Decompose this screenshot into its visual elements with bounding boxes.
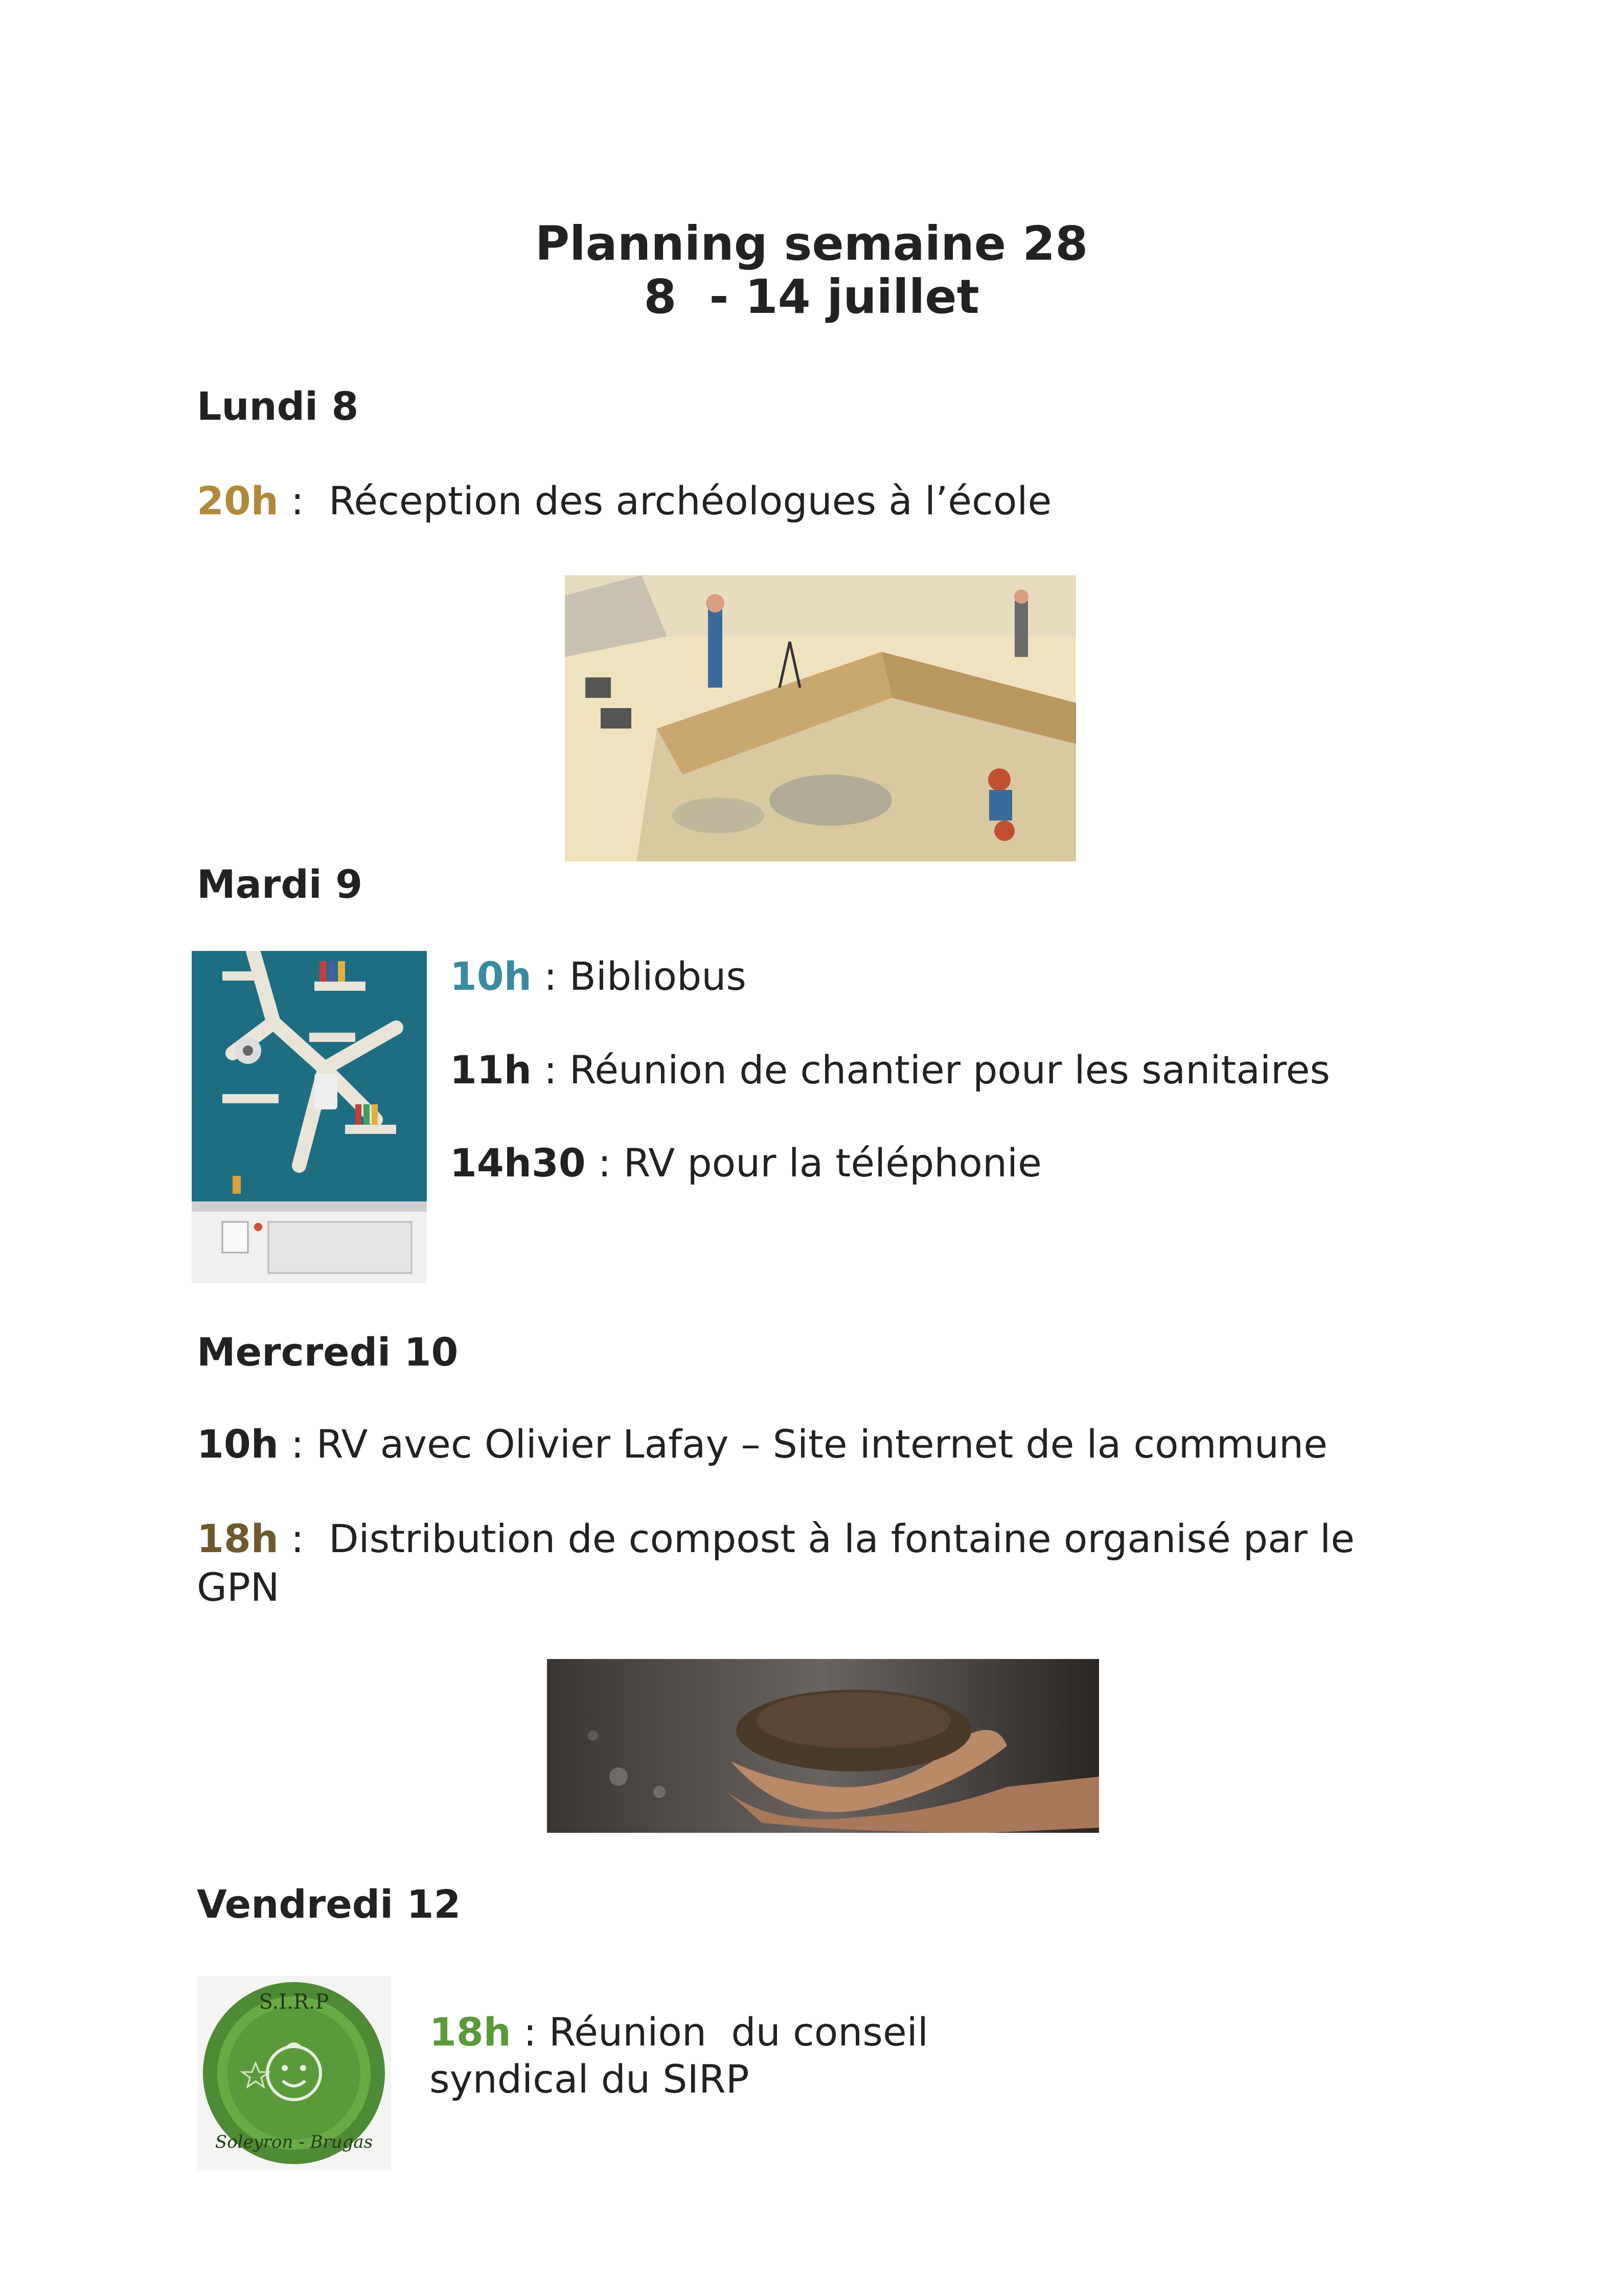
- event-time: 10h: [450, 953, 532, 999]
- event-separator: :: [531, 953, 569, 999]
- event-mercredi-18h-continued: GPN: [197, 1564, 280, 1610]
- event-mardi-10h: [450, 953, 746, 999]
- event-separator: :: [278, 1516, 329, 1561]
- event-mercredi-10h: [197, 1421, 1328, 1467]
- sirp-logo-bottom-text: Soleyron - Brugas: [215, 2132, 373, 2152]
- event-time: 18h: [197, 1516, 279, 1561]
- event-time: 10h: [197, 1421, 279, 1467]
- event-mardi-14h30: [450, 1140, 1042, 1186]
- event-text: Réunion du conseil: [548, 2009, 928, 2055]
- event-separator: :: [278, 1421, 316, 1467]
- archaeology-dig-illustration: [565, 575, 1076, 861]
- event-text: Distribution de compost à la fontaine organisé par le: [328, 1516, 1355, 1561]
- event-vendredi-18h: [429, 2009, 928, 2055]
- day-heading-vendredi: Vendredi 12: [197, 1881, 461, 1927]
- event-separator: :: [585, 1140, 624, 1186]
- bibliobus-library-illustration: [192, 951, 427, 1283]
- sirp-logo: [197, 1976, 391, 2170]
- event-time: 18h: [429, 2009, 511, 2055]
- page-title: [0, 217, 1623, 324]
- day-heading-lundi: Lundi 8: [197, 383, 359, 429]
- event-time: 20h: [197, 478, 279, 524]
- title-line-1: Planning semaine 28: [535, 216, 1088, 271]
- event-text: Bibliobus: [569, 953, 747, 999]
- title-line-2: 8 - 14 juillet: [644, 269, 979, 324]
- sirp-logo-top-text: S.I.R.P: [259, 1990, 329, 2014]
- event-lundi-20h: [197, 478, 1051, 524]
- event-text: Réunion de chantier pour les sanitaires: [569, 1047, 1330, 1093]
- event-mardi-11h: [450, 1047, 1330, 1093]
- event-separator: :: [531, 1047, 569, 1093]
- event-time: 14h30: [450, 1140, 586, 1186]
- day-heading-mardi: Mardi 9: [197, 861, 363, 907]
- event-text: RV pour la téléphonie: [623, 1140, 1042, 1186]
- event-vendredi-18h-continued: syndical du SIRP: [429, 2056, 749, 2102]
- event-mercredi-18h: [197, 1516, 1355, 1561]
- event-separator: :: [511, 2009, 549, 2055]
- compost-hands-photo: [547, 1659, 1099, 1833]
- event-time: 11h: [450, 1047, 532, 1093]
- day-heading-mercredi: Mercredi 10: [197, 1329, 459, 1375]
- event-text: Réception des archéologues à l’école: [328, 478, 1052, 524]
- event-text: RV avec Olivier Lafay – Site internet de la commune: [316, 1421, 1328, 1467]
- event-separator: :: [278, 478, 329, 524]
